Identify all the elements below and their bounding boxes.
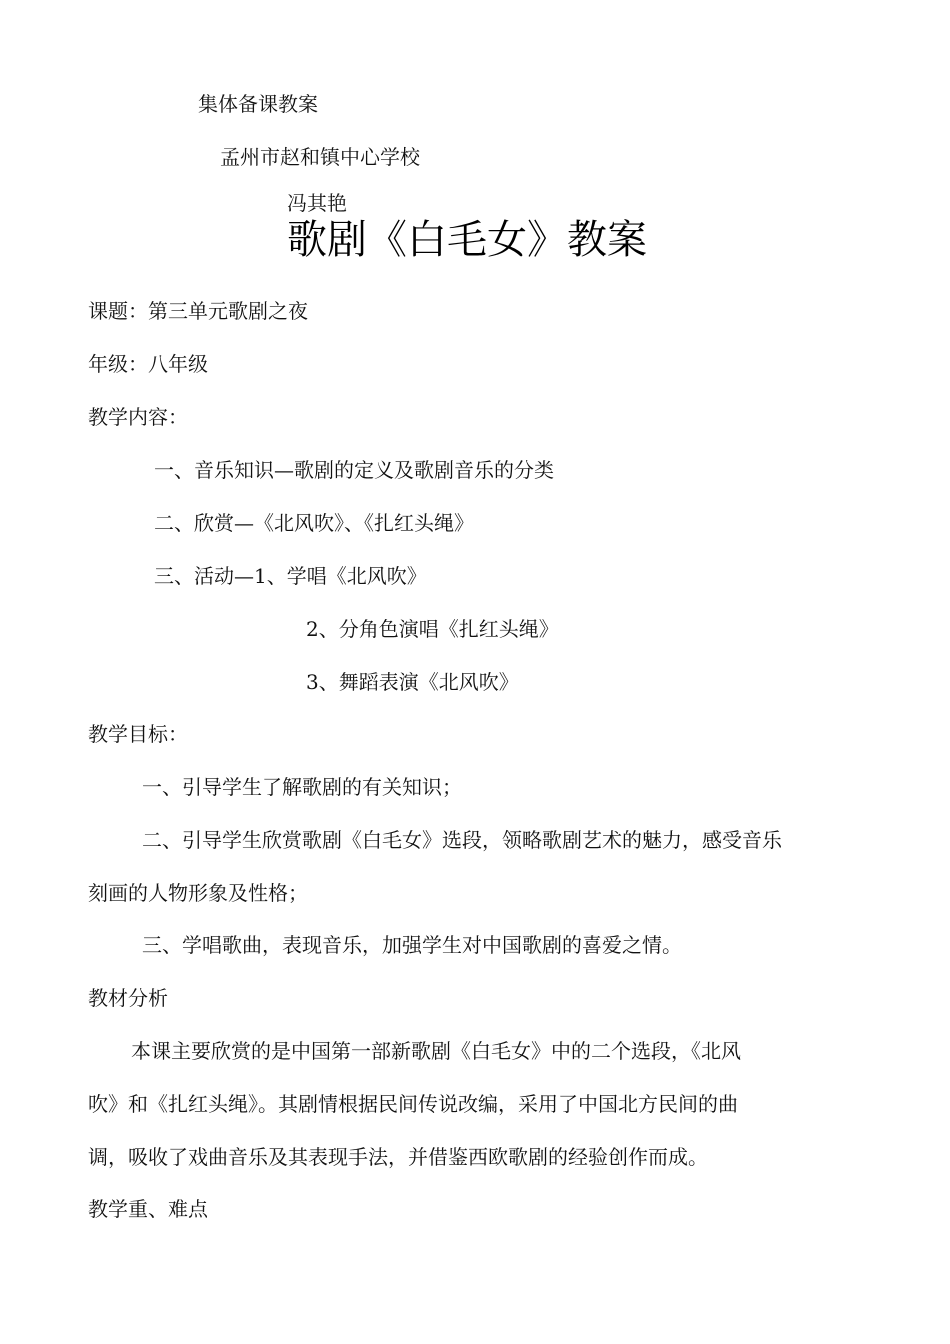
content-item: 3、舞蹈表演《北风吹》 xyxy=(306,670,519,694)
header-label: 集体备课教案 xyxy=(198,92,318,116)
key-points-heading: 教学重、难点 xyxy=(88,1197,208,1221)
grade-line: 年级：八年级 xyxy=(88,352,208,376)
content-item: 三、活动—1、学唱《北风吹》 xyxy=(154,564,427,588)
content-item: 一、音乐知识—歌剧的定义及歌剧音乐的分类 xyxy=(154,458,554,482)
content-item: 二、欣赏—《北风吹》、《扎红头绳》 xyxy=(154,511,474,535)
goal-line: 刻画的人物形象及性格； xyxy=(88,881,308,905)
analysis-heading: 教材分析 xyxy=(88,986,168,1010)
topic-line: 课题：第三单元歌剧之夜 xyxy=(88,299,308,323)
goal-line: 三、学唱歌曲，表现音乐，加强学生对中国歌剧的喜爱之情。 xyxy=(142,933,682,957)
school-name: 孟州市赵和镇中心学校 xyxy=(220,145,420,169)
content-item: 2、分角色演唱《扎红头绳》 xyxy=(306,617,559,641)
analysis-line: 调，吸收了戏曲音乐及其表现手法，并借鉴西欧歌剧的经验创作而成。 xyxy=(88,1145,708,1169)
author-name: 冯其艳 xyxy=(287,191,347,215)
goal-line: 二、引导学生欣赏歌剧《白毛女》选段，领略歌剧艺术的魅力，感受音乐 xyxy=(142,828,782,852)
analysis-line: 本课主要欣赏的是中国第一部新歌剧《白毛女》中的二个选段，《北风 xyxy=(131,1039,741,1063)
analysis-line: 吹》和《扎红头绳》。其剧情根据民间传说改编，采用了中国北方民间的曲 xyxy=(88,1092,738,1116)
goal-line: 一、引导学生了解歌剧的有关知识； xyxy=(142,775,462,799)
goals-heading: 教学目标： xyxy=(88,722,188,746)
page-title: 歌剧《白毛女》教案 xyxy=(287,217,647,263)
content-heading: 教学内容： xyxy=(88,405,188,429)
